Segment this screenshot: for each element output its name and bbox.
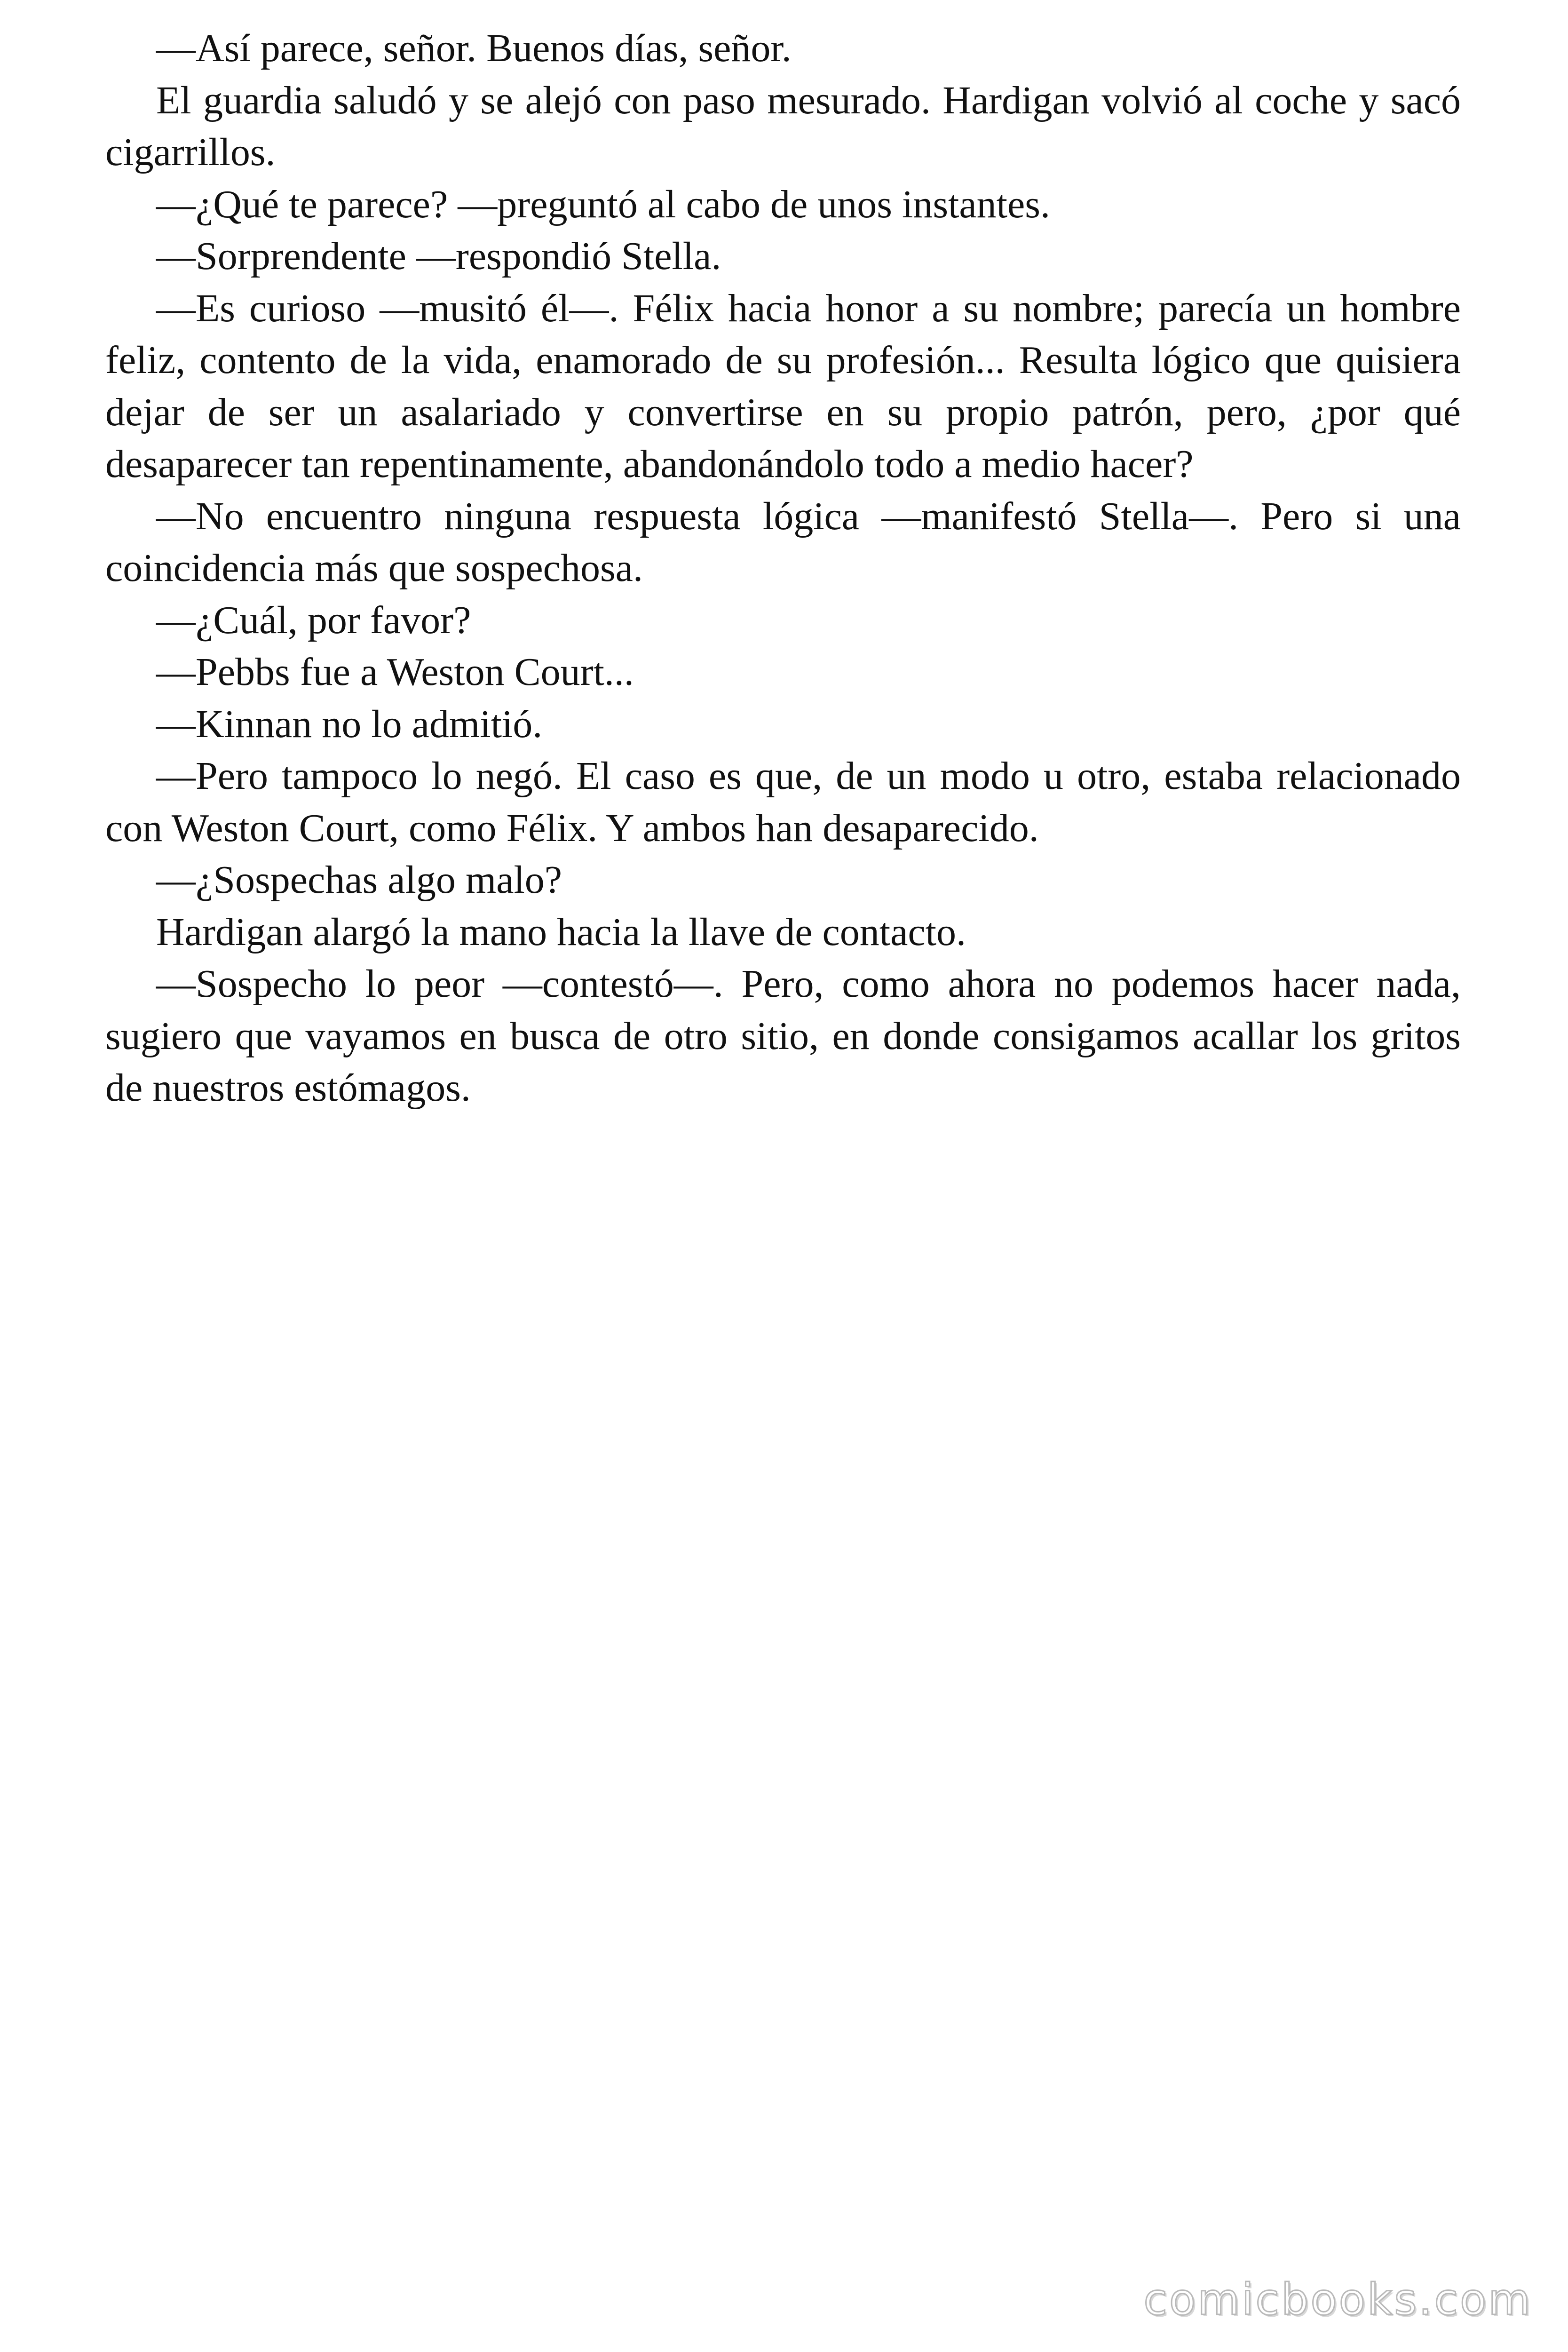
paragraph: Hardigan alargó la mano hacia la llave de contacto. <box>156 910 966 954</box>
watermark: comicbooks.com <box>1143 2274 1532 2325</box>
paragraph: —Kinnan no lo admitió. <box>156 702 543 746</box>
paragraph: —No encuentro ninguna respuesta lógica —manifestó Stella—. Pero si una coincidencia más que sospechosa. <box>105 494 1461 590</box>
paragraph: —Sorprendente —respondió Stella. <box>156 234 721 278</box>
paragraph: —¿Sospechas algo malo? <box>156 858 562 902</box>
body-text <box>105 23 1461 1114</box>
paragraph: —Así parece, señor. Buenos días, señor. <box>156 26 792 70</box>
paragraph: —Pebbs fue a Weston Court... <box>156 650 634 694</box>
paragraph: —Sospecho lo peor —contestó—. Pero, como ahora no podemos hacer nada, sugiero que vayamos en busca de otro sitio, en donde consigamos acallar los gritos de nuestros estómagos. <box>105 962 1461 1110</box>
paragraph: —¿Qué te parece? —preguntó al cabo de unos instantes. <box>156 182 1050 226</box>
paragraph: —Pero tampoco lo negó. El caso es que, de un modo u otro, estaba relacionado con Weston Court, como Félix. Y ambos han desaparecido. <box>105 754 1461 850</box>
paragraph: El guardia saludó y se alejó con paso mesurado. Hardigan volvió al coche y sacó cigarrillos. <box>105 78 1461 174</box>
paragraph: —Es curioso —musitó él—. Félix hacia honor a su nombre; parecía un hombre feliz, contento de la vida, enamorado de su profesión... Resulta lógico que quisiera dejar de ser un asalariado y convertirse en su propio patrón, pero, ¿por qué desaparecer tan repentinamente, abandonándolo todo a medio hacer? <box>105 286 1461 486</box>
paragraph: —¿Cuál, por favor? <box>156 598 471 642</box>
